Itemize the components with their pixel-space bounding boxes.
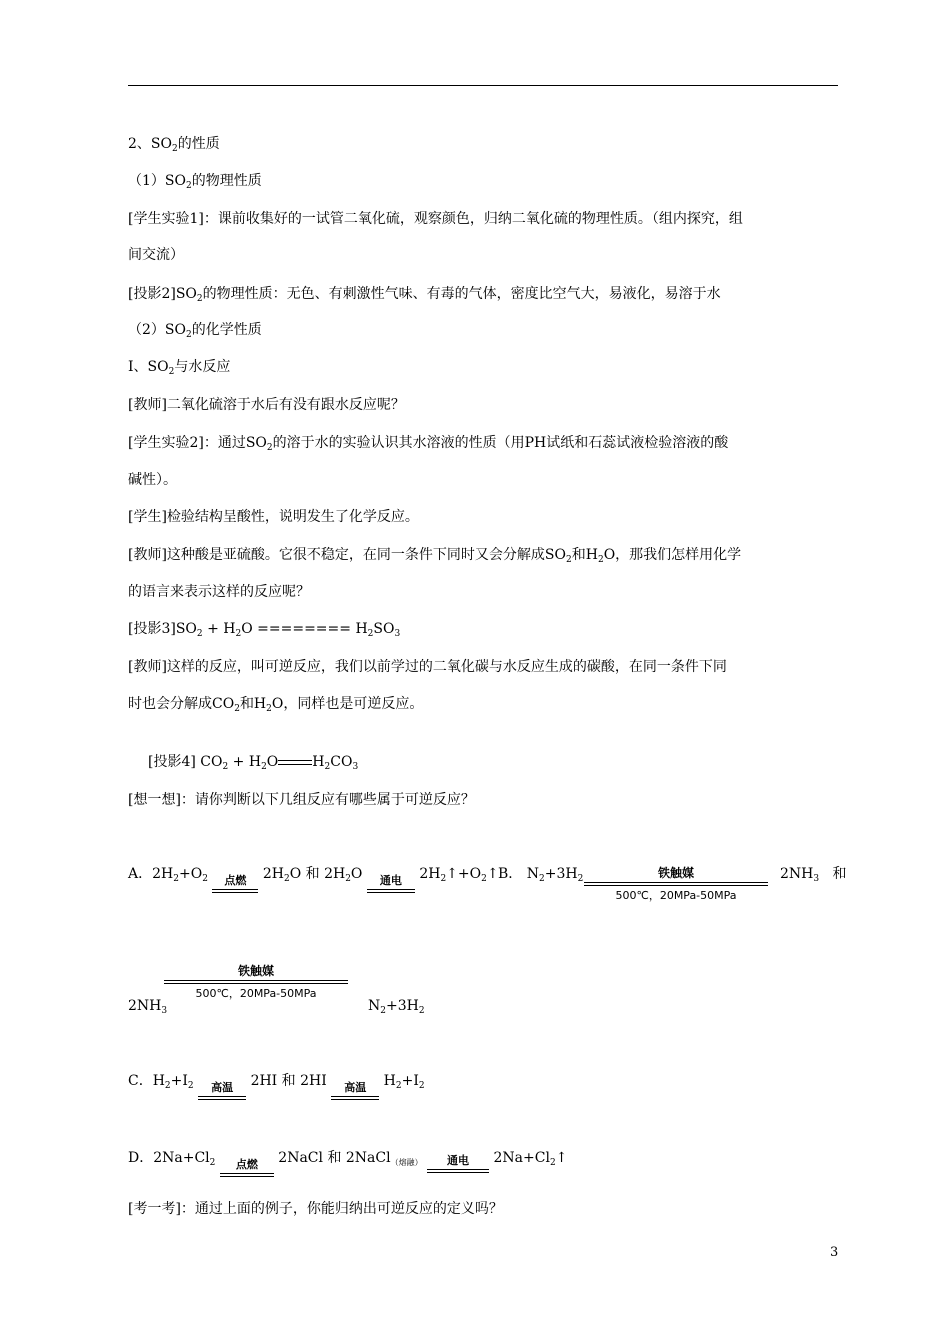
reaction-b: B． $N_2+3H_2$ [498, 866, 584, 884]
condition-arrow: 铁触媒 500℃，20MPa-50MPa [584, 866, 768, 903]
paragraph: [教师]这样的反应，叫可逆反应，我们以前学过的二氧化碳与水反应生成的碳酸，在同一条件下同 [128, 659, 727, 675]
paragraph: [学生]检验结构呈酸性，说明发生了化学反应。 [128, 509, 419, 525]
condition-arrow: 高温 [198, 1082, 246, 1100]
paragraph: 的语言来表示这样的反应呢？ [128, 584, 310, 600]
paragraph: 碱性）。 [128, 472, 177, 488]
subsection-heading: $(1)SO_2$的物理性质 [128, 173, 262, 191]
condition-arrow: 通电 [427, 1155, 489, 1173]
condition-arrow: 高温 [331, 1082, 379, 1100]
paragraph: [学生实验2]：通过$SO_2$的溶于水的实验认识其水溶液的性质（用PH试纸和石蕊试液检验溶液的酸 [128, 435, 729, 453]
equation: [投影$3]SO_2 + H_2O$ ======== $H_2SO_3$ [128, 621, 401, 639]
condition-arrow: 通电 [367, 875, 415, 893]
equation: [投影4] $CO_2 + H_2O$ $H_2CO_3$ [148, 754, 359, 772]
condition-arrow: 铁触媒 500℃，20MPa-50MPa [164, 964, 348, 1001]
condition-arrow: 点燃 [220, 1159, 274, 1177]
header-rule [128, 85, 838, 86]
paragraph: [教师]二氧化硫溶于水后有没有跟水反应呢？ [128, 397, 405, 413]
paragraph: 间交流） [128, 247, 184, 263]
section-heading: 2、$SO_2$的性质 [128, 136, 220, 154]
question: [考一考]：通过上面的例子，你能归纳出可逆反应的定义吗？ [128, 1201, 503, 1217]
reaction-b-reverse: $2NH_3$ [128, 998, 168, 1016]
reversible-arrow-icon [278, 757, 312, 767]
reaction-d: D．$2Na+Cl_2$ 点燃 2NaCl 和 2NaCl$_{(熔融)}$ 通电 $2Na+Cl_2↑$ [128, 1148, 567, 1171]
paragraph: [投影$2]SO_2$的物理性质：无色、有刺激性气味、有毒的气体，密度比空气大，易液化，易溶于水 [128, 286, 721, 304]
reaction-a: A．$2H_2+O_2$ 点燃 $2H_2O$ 和 $2H_2O$ 通电 $2H_2↑+O_2↑$ [128, 864, 499, 887]
question: [想一想]：请你判断以下几组反应有哪些属于可逆反应？ [128, 792, 475, 808]
paragraph: 时也会分解成$CO_2$和$H_2O$，同样也是可逆反应。 [128, 696, 424, 714]
reaction-b-product: $2NH_3$ 和 [780, 866, 847, 884]
reaction-b-reverse-product: $N_2+3H_2$ [368, 998, 425, 1016]
paragraph: [教师]这种酸是亚硫酸。它很不稳定，在同一条件下同时又会分解成$SO_2$和$H_2O$，那我们怎样用化学 [128, 547, 742, 565]
reaction-c: C．$H_2+I_2$ 高温 2HI 和 2HI 高温 $H_2+I_2$ [128, 1071, 425, 1094]
page-number: 3 [830, 1245, 839, 1260]
condition-arrow: 点燃 [212, 875, 258, 893]
subsection-heading: $(2)SO_2$的化学性质 [128, 322, 262, 340]
paragraph: [学生实验1]：课前收集好的一试管二氧化硫，观察颜色，归纳二氧化硫的物理性质。（组内探究，组 [128, 211, 743, 227]
subsection-heading: I、$SO_2$与水反应 [128, 359, 231, 377]
